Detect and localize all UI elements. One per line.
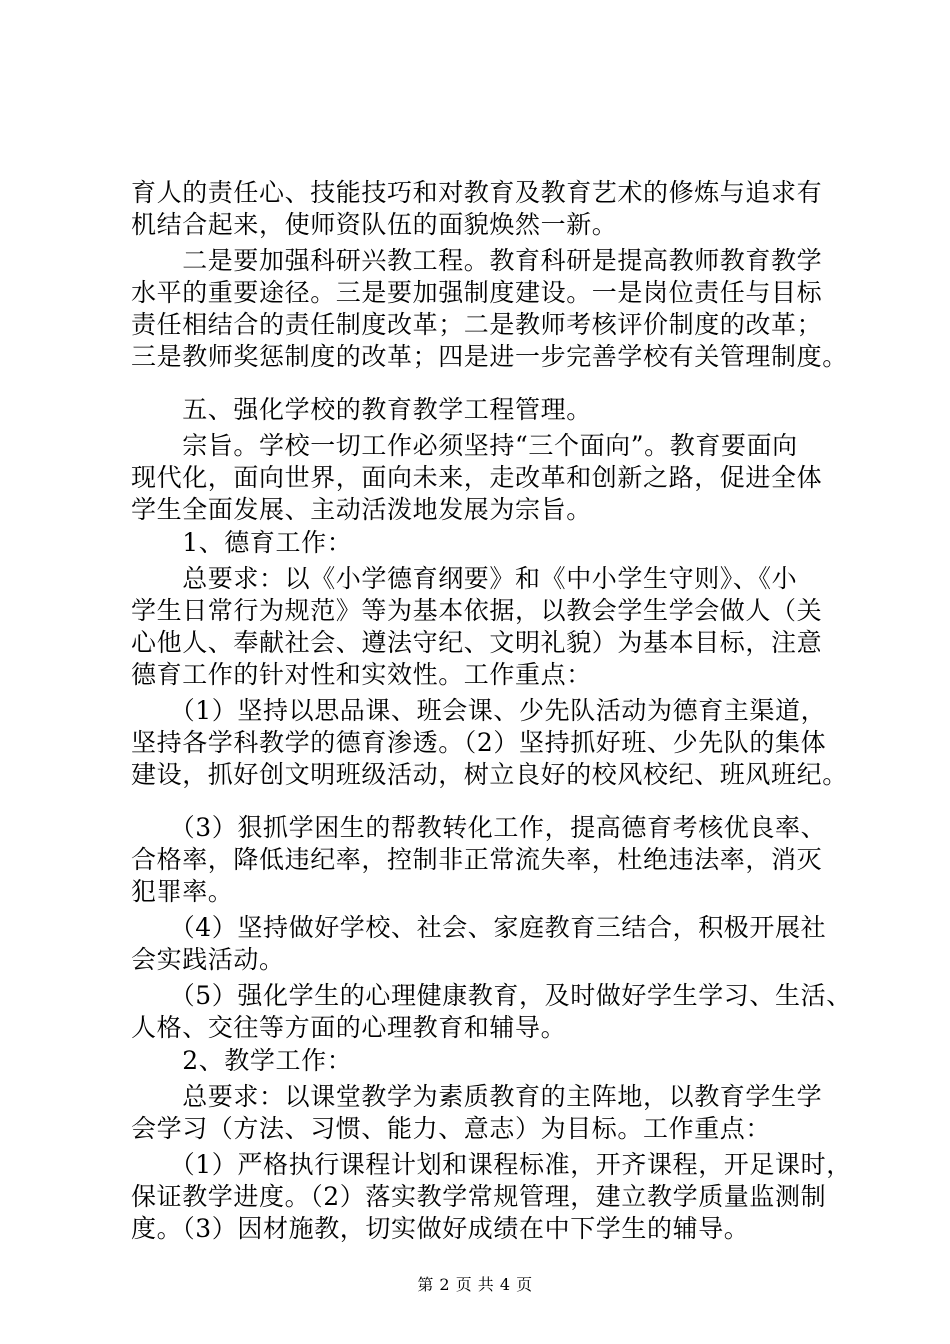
body-line: 会实践活动。 xyxy=(131,945,285,974)
subsection-heading: 2、教学工作： xyxy=(131,1046,353,1075)
body-line: 育人的责任心、技能技巧和对教育及教育艺术的修炼与追求有 xyxy=(131,178,823,207)
body-line: 水平的重要途径。三是要加强制度建设。一是岗位责任与目标 xyxy=(131,278,823,307)
body-line: 三是教师奖惩制度的改革；四是进一步完善学校有关管理制度。 xyxy=(131,342,848,371)
body-line: 德育工作的针对性和实效性。工作重点： xyxy=(131,660,592,689)
subsection-heading: 1、德育工作： xyxy=(131,528,353,557)
body-line: 二是要加强科研兴教工程。教育科研是提高教师教育教学 xyxy=(131,246,823,275)
body-line: 机结合起来，使师资队伍的面貌焕然一新。 xyxy=(131,210,618,239)
body-line: 犯罪率。 xyxy=(131,877,234,906)
body-line: 会学习（方法、习惯、能力、意志）为目标。工作重点： xyxy=(131,1114,772,1143)
body-line: 宗旨。学校一切工作必须坚持“三个面向”。教育要面向 xyxy=(131,431,798,460)
body-line: 人格、交往等方面的心理教育和辅导。 xyxy=(131,1013,567,1042)
page-number-footer: 第 2 页 共 4 页 xyxy=(417,1275,533,1294)
body-line: （1）严格执行课程计划和课程标准，开齐课程，开足课时， xyxy=(131,1150,852,1179)
body-line: （5）强化学生的心理健康教育，及时做好学生学习、生活、 xyxy=(131,981,852,1010)
body-line: 总要求：以《小学德育纲要》和《中小学生守则》、《小 xyxy=(131,564,798,593)
body-line: （3）狠抓学困生的帮教转化工作，提高德育考核优良率、 xyxy=(131,813,827,842)
body-line: 学生日常行为规范》等为基本依据，以教会学生学会做人（关 xyxy=(131,596,823,625)
body-line: 度。（3）因材施教，切实做好成绩在中下学生的辅导。 xyxy=(131,1214,750,1243)
body-line: 保证教学进度。（2）落实教学常规管理，建立教学质量监测制 xyxy=(131,1182,827,1211)
body-line: 心他人、奉献社会、遵法守纪、文明礼貌）为基本目标，注意 xyxy=(131,628,823,657)
section-heading: 五、强化学校的教育教学工程管理。 xyxy=(131,395,592,424)
body-line: 责任相结合的责任制度改革；二是教师考核评价制度的改革； xyxy=(131,310,823,339)
body-line: 合格率，降低违纪率，控制非正常流失率，杜绝违法率，消灭 xyxy=(131,845,823,874)
body-line: 建设，抓好创文明班级活动，树立良好的校风校纪、班风班纪。 xyxy=(131,760,848,789)
body-line: （4）坚持做好学校、社会、家庭教育三结合，积极开展社 xyxy=(131,913,827,942)
body-line: 总要求：以课堂教学为素质教育的主阵地，以教育学生学 xyxy=(131,1082,823,1111)
body-line: 坚持各学科教学的德育渗透。（2）坚持抓好班、少先队的集体 xyxy=(131,728,827,757)
body-line: 现代化，面向世界，面向未来，走改革和创新之路，促进全体 xyxy=(131,463,823,492)
body-line: （1）坚持以思品课、班会课、少先队活动为德育主渠道， xyxy=(131,696,827,725)
body-line: 学生全面发展、主动活泼地发展为宗旨。 xyxy=(131,495,592,524)
